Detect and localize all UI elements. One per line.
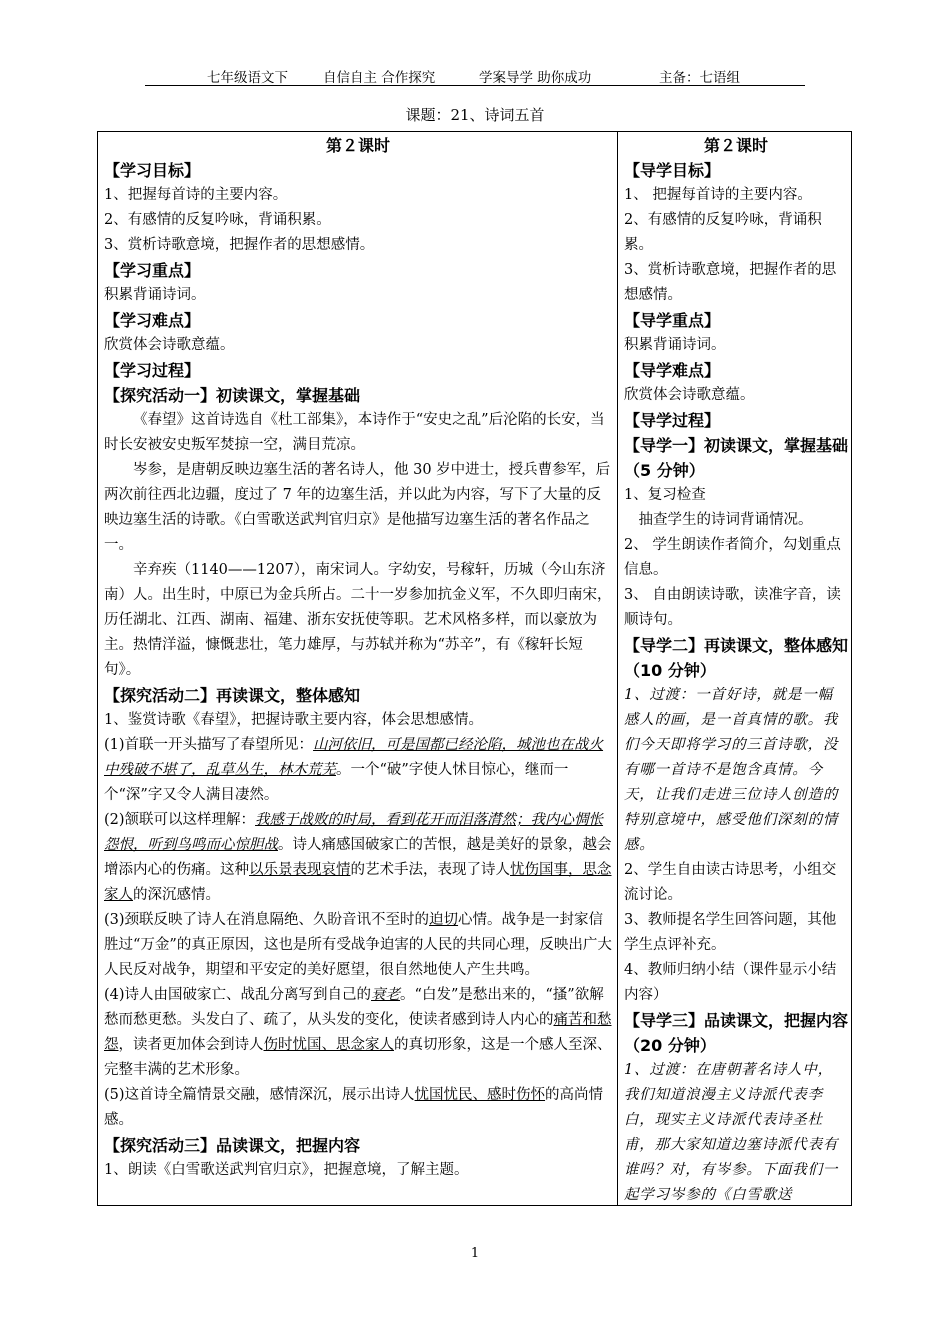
guide-item: 4、教师归纳小结（课件显示小结内容） xyxy=(624,962,837,1003)
section-heading: 【导学重点】 xyxy=(624,311,721,330)
text: 。一个“破”字使人怵目惊心，继而一个“深”字又令人满目凄然。 xyxy=(104,762,569,803)
analysis-item xyxy=(104,733,612,808)
underlined-answer: 忧国忧民、感时伤怀 xyxy=(414,1087,546,1103)
text: ，读者更加体会到诗人 xyxy=(118,1037,264,1053)
underlined-answer: 我感于战败的时局，看到花开而泪落潸然；我内心惆怅怨恨，听到鸟鸣而心惊胆战 xyxy=(104,812,604,853)
guide-item: 1、复习检查 xyxy=(624,487,706,503)
lesson-number: 第２课时 xyxy=(703,136,768,155)
study-plan-column xyxy=(104,133,612,1183)
guide-item: 1、过渡：一首好诗，就是一幅感人的画，是一首真情的歌。我们今天即将学习的三首诗歌，没有哪一首诗不是饱含真情。今天，让我们走进三位诗人创造的特别意境中，感受他们深刻的情感。 xyxy=(624,687,839,853)
guide-item: 3、教师提名学生回答问题，其他学生点评补充。 xyxy=(624,912,837,953)
section-heading: 【导学难点】 xyxy=(624,361,721,380)
text: 。诗人痛感国破家亡的苦恨，越是美好的景象，越会增添内心的伤痛。这种 xyxy=(104,837,612,878)
paragraph: 《春望》这首诗选自《杜工部集》，本诗作于“安史之乱”后沦陷的长安，当时长安被安史叛军焚掠一空，满目荒凉。 xyxy=(104,412,605,453)
header-motto-1: 自信自主 合作探究 xyxy=(323,70,436,86)
section-heading: 【导学过程】 xyxy=(624,411,721,430)
lesson-title: 课题：21、诗词五首 xyxy=(405,106,545,124)
text: 。“白发”是愁出来的，“搔”欲解愁而愁更愁。头发白了、疏了，从头发的变化，使读者感到诗人内心的 xyxy=(104,987,604,1028)
goal-item: 2、有感情的反复吟咏，背诵积累。 xyxy=(624,212,822,253)
text: (3)颈联反映了诗人在消息隔绝、久盼音讯不至时的 xyxy=(104,912,430,928)
paragraph: 岑参，是唐朝反映边塞生活的著名诗人，他 30 岁中进士，授兵曹参军，后两次前往西北边疆，度过了 7 年的边塞生活，并以此为内容，写下了大量的反映边塞生活的诗歌。《白雪歌送武判官归京》是他描写边塞生活的著名作品之一。 xyxy=(104,462,611,553)
guide-heading: 【导学一】初读课文，掌握基础（5 分钟） xyxy=(624,436,849,480)
header-motto-2: 学案导学 助你成功 xyxy=(479,70,592,86)
key-point: 积累背诵诗词。 xyxy=(624,337,726,353)
text: (2)颔联可以这样理解： xyxy=(104,812,256,828)
underlined-answer: 衰老 xyxy=(371,987,401,1003)
section-heading: 【学习重点】 xyxy=(104,261,201,280)
header-editor: 主备：七语组 xyxy=(659,70,740,86)
text: 的高尚情感。 xyxy=(104,1087,604,1128)
analysis-item xyxy=(104,908,612,983)
goal-item: 1、把握每首诗的主要内容。 xyxy=(104,187,288,203)
guide-heading: 【导学二】再读课文，整体感知（10 分钟） xyxy=(624,636,849,680)
goal-item: 2、有感情的反复吟咏，背诵积累。 xyxy=(104,212,331,228)
key-point: 积累背诵诗词。 xyxy=(104,287,206,303)
paragraph: 辛弃疾（1140——1207），南宋词人。字幼安，号稼轩，历城（今山东济南）人。出生时，中原已为金兵所占。二十一岁参加抗金义军，不久即归南宋，历任湖北、江西、湖南、福建、浙东安抚使等职。艺术风格多样，而以豪放为主。热情洋溢，慷慨悲壮，笔力雄厚，与苏轼并称为“苏辛”，有《稼轩长短句》。 xyxy=(104,562,612,678)
text: (5)这首诗全篇情景交融，感情深沉，展示出诗人 xyxy=(104,1087,415,1103)
task-item: 1、鉴赏诗歌《春望》，把握诗歌主要内容，体会思想感情。 xyxy=(104,712,483,728)
analysis-item xyxy=(104,808,612,908)
text: 的真切形象，这是一个感人至深、完整丰满的艺术形象。 xyxy=(104,1037,612,1078)
goal-item: 3、赏析诗歌意境，把握作者的思想感情。 xyxy=(624,262,837,303)
underlined-answer: 以乐景表现哀情 xyxy=(249,862,351,878)
difficulty: 欣赏体会诗歌意蕴。 xyxy=(104,337,235,353)
column-divider xyxy=(617,131,618,1206)
text: 的艺术手法，表现了诗人 xyxy=(350,862,510,878)
text: 心情。战争是一封家信胜过“万金”的真正原因，这也是所有受战争迫害的人民的共同心理，反映出广大人民反对战争，期望和平安定的美好愿望，很自然地使人产生共鸣。 xyxy=(104,912,612,978)
guide-item: 2、学生自由读古诗思考，小组交流讨论。 xyxy=(624,862,837,903)
section-heading: 【学习难点】 xyxy=(104,311,201,330)
goal-item: 3、赏析诗歌意境，把握作者的思想感情。 xyxy=(104,237,375,253)
section-heading: 【学习目标】 xyxy=(104,161,201,180)
activity-heading: 【探究活动二】再读课文，整体感知 xyxy=(104,686,361,705)
guide-item: 2、 学生朗读作者简介，勾划重点信息。 xyxy=(624,537,841,578)
activity-heading: 【探究活动一】初读课文，掌握基础 xyxy=(104,386,361,405)
analysis-item xyxy=(104,1083,612,1133)
underlined-answer: 伤时忧国、思念家人 xyxy=(263,1037,394,1053)
difficulty: 欣赏体会诗歌意蕴。 xyxy=(624,387,755,403)
underlined-answer: 忧伤国事，思念家人 xyxy=(104,862,612,903)
underlined-answer: 山河依旧，可是国都已经沦陷，城池也在战火中残破不堪了，乱草丛生，林木荒芜 xyxy=(104,737,604,778)
underlined-answer: 迫切 xyxy=(429,912,459,928)
underlined-answer: 痛苦和愁怨 xyxy=(104,1012,612,1053)
guide-item: 3、 自由朗读诗歌，读准字音，读顺诗句。 xyxy=(624,587,841,628)
page-number: 1 xyxy=(470,1246,480,1261)
analysis-item xyxy=(104,983,612,1083)
section-heading: 【导学目标】 xyxy=(624,161,721,180)
guide-item: 抽查学生的诗词背诵情况。 xyxy=(638,512,813,528)
page-header xyxy=(145,64,805,86)
text: (1)首联一开头描写了春望所见： xyxy=(104,737,314,753)
lesson-number: 第２课时 xyxy=(325,136,390,155)
text: 的深沉感情。 xyxy=(133,887,220,903)
guide-item: 1、过渡：在唐朝著名诗人中，我们知道浪漫主义诗派代表李白，现实主义诗派代表诗圣杜甫，那大家知道边塞诗派代表有谁吗？对，有岑参。下面我们一起学习岑参的《白雪歌送 xyxy=(624,1062,839,1203)
goal-item: 1、 把握每首诗的主要内容。 xyxy=(624,187,812,203)
task-item: 1、朗读《白雪歌送武判官归京》，把握意境，了解主题。 xyxy=(104,1162,469,1178)
guide-heading: 【导学三】品读课文，把握内容（20 分钟） xyxy=(624,1011,849,1055)
text: (4)诗人由国破家亡、战乱分离写到自己的 xyxy=(104,987,372,1003)
teaching-guide-column xyxy=(624,133,848,1208)
activity-heading: 【探究活动三】品读课文，把握内容 xyxy=(104,1136,361,1155)
header-grade: 七年级语文下 xyxy=(207,70,288,86)
section-heading: 【学习过程】 xyxy=(104,361,201,380)
